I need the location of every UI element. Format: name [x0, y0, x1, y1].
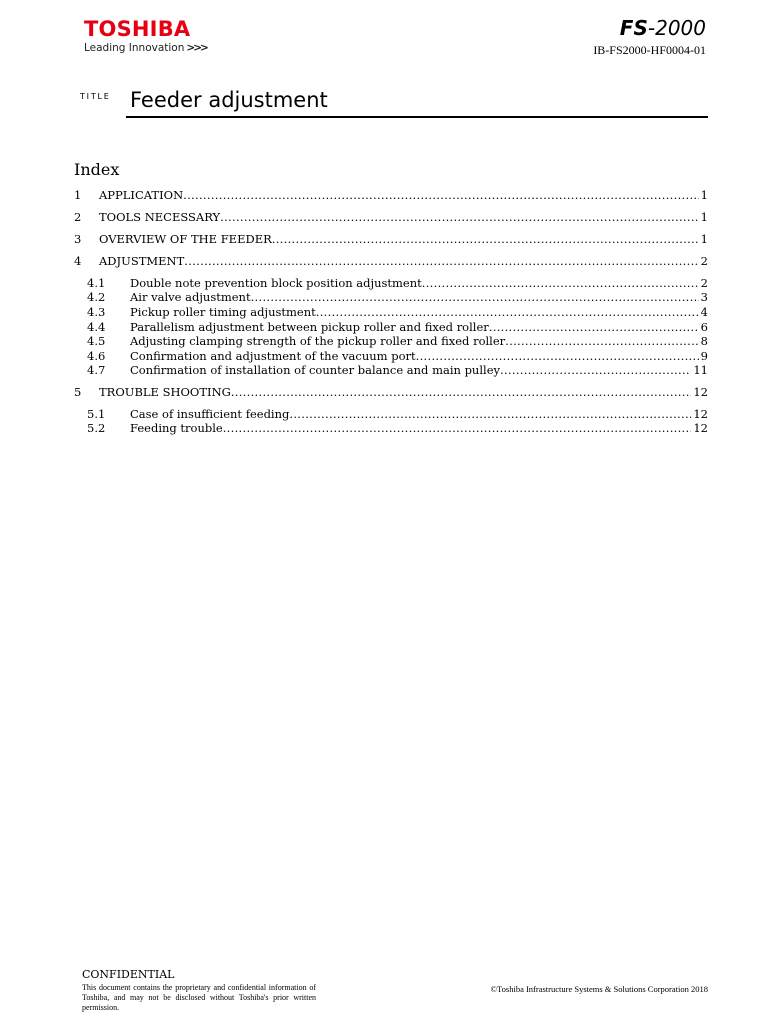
- logo-wordmark: TOSHIBA: [84, 17, 191, 41]
- toc-entry-number: 5: [74, 385, 82, 399]
- toc-entry-leader: [220, 210, 699, 224]
- toc-entry-number: 1: [74, 188, 82, 202]
- toc-entry-title: Adjusting clamping strength of the pickup roller and fixed roller: [130, 334, 506, 348]
- product-name: [620, 16, 706, 40]
- toc-entry[interactable]: [74, 210, 708, 224]
- page-title: Feeder adjustment: [130, 88, 328, 112]
- toc-entry-page: 6: [700, 320, 708, 334]
- title-label: TITLE: [80, 92, 111, 101]
- copyright-notice: ©Toshiba Infrastructure Systems & Solutions Corporation 2018: [490, 984, 708, 994]
- toc-entry[interactable]: [87, 421, 708, 435]
- toc-entry[interactable]: [87, 407, 708, 421]
- toc-entry-page: 12: [693, 421, 708, 435]
- toc-entry-title: Case of insufficient feeding: [130, 407, 290, 421]
- toc-entry-page: 4: [700, 305, 708, 319]
- logo-tagline-text: Leading Innovation: [84, 42, 185, 54]
- toc-entry-leader: [251, 290, 699, 304]
- toc-entry-leader: [489, 320, 699, 334]
- toc-entry-number: 4.7: [87, 363, 106, 377]
- toshiba-logo: [84, 18, 207, 54]
- toc-entry-leader: [416, 349, 699, 363]
- toc-entry-leader: [500, 363, 691, 377]
- toc-entry-number: 4.2: [87, 290, 106, 304]
- chevrons-icon: >>>: [186, 42, 207, 54]
- toc-entry-page: 2: [700, 276, 708, 290]
- toc-entry-title: Feeding trouble: [130, 421, 223, 435]
- toc-entry[interactable]: [87, 276, 708, 290]
- toc-entry-title: Double note prevention block position adjustment: [130, 276, 422, 290]
- toc-entry[interactable]: [74, 254, 708, 268]
- confidential-label: CONFIDENTIAL: [82, 968, 175, 981]
- toc-entry[interactable]: [87, 305, 708, 319]
- toc-entry-leader: [231, 385, 692, 399]
- toc-entry-title: Pickup roller timing adjustment: [130, 305, 316, 319]
- toc-entry-page: 11: [693, 363, 708, 377]
- toc-entry-leader: [183, 188, 699, 202]
- toc-entry-title: Parallelism adjustment between pickup roller and fixed roller: [130, 320, 489, 334]
- toc-entry-number: 5.1: [87, 407, 106, 421]
- product-name-bold: FS: [619, 16, 648, 40]
- toc-entry-number: 4.1: [87, 276, 106, 290]
- toc-entry-leader: [272, 232, 699, 246]
- toc-entry-page: 12: [693, 407, 708, 421]
- toc-entry-number: 3: [74, 232, 82, 246]
- toc-entry-number: 4.5: [87, 334, 106, 348]
- toc-entry-number: 4: [74, 254, 82, 268]
- toc-entry-page: 12: [693, 385, 708, 399]
- toc-entry-title: ADJUSTMENT: [99, 254, 185, 268]
- toc-entry-leader: [505, 334, 699, 348]
- toc-entry-leader: [184, 254, 698, 268]
- toc-entry-title: APPLICATION: [99, 188, 184, 202]
- toc-entry-number: 2: [74, 210, 82, 224]
- toc-entry-number: 5.2: [87, 421, 106, 435]
- toc-entry-page: 2: [700, 254, 708, 268]
- toc-entry-leader: [289, 407, 691, 421]
- toc-entry-leader: [316, 305, 699, 319]
- toc-entry-title: Confirmation and adjustment of the vacuum port: [130, 349, 416, 363]
- toc-entry[interactable]: [74, 188, 708, 202]
- toc-entry-page: 3: [700, 290, 708, 304]
- toc-entry-page: 1: [700, 232, 708, 246]
- title-underline: [126, 116, 708, 118]
- toc-entry-title: TROUBLE SHOOTING: [99, 385, 231, 399]
- toc-entry[interactable]: [87, 363, 708, 377]
- toc-entry[interactable]: [87, 320, 708, 334]
- toc-entry-title: OVERVIEW OF THE FEEDER: [99, 232, 272, 246]
- product-name-rest: -2000: [647, 16, 706, 40]
- toc-entry-title: Air valve adjustment: [130, 290, 251, 304]
- toc-entry-number: 4.4: [87, 320, 106, 334]
- index-heading: Index: [74, 160, 120, 179]
- toc-entry-page: 9: [700, 349, 708, 363]
- logo-tagline: [84, 42, 207, 54]
- confidentiality-notice: This document contains the proprietary and confidential information of Toshiba, and may not be disclosed without Toshiba's prior written permission.: [82, 983, 316, 1012]
- toc-entry[interactable]: [74, 232, 708, 246]
- toc-entry[interactable]: [87, 334, 708, 348]
- toc-entry[interactable]: [74, 385, 708, 399]
- toc-entry-page: 8: [700, 334, 708, 348]
- toc-entry-number: 4.3: [87, 305, 106, 319]
- toc-entry-page: 1: [700, 210, 708, 224]
- toc-entry-title: Confirmation of installation of counter balance and main pulley: [130, 363, 500, 377]
- toc-entry-leader: [422, 276, 699, 290]
- toc-entry[interactable]: [87, 349, 708, 363]
- toc-entry-title: TOOLS NECESSARY: [99, 210, 221, 224]
- document-id: IB-FS2000-HF0004-01: [593, 43, 706, 57]
- toc-entry-page: 1: [700, 188, 708, 202]
- toc-entry-leader: [223, 421, 692, 435]
- toc-entry-number: 4.6: [87, 349, 106, 363]
- toc-entry[interactable]: [87, 290, 708, 304]
